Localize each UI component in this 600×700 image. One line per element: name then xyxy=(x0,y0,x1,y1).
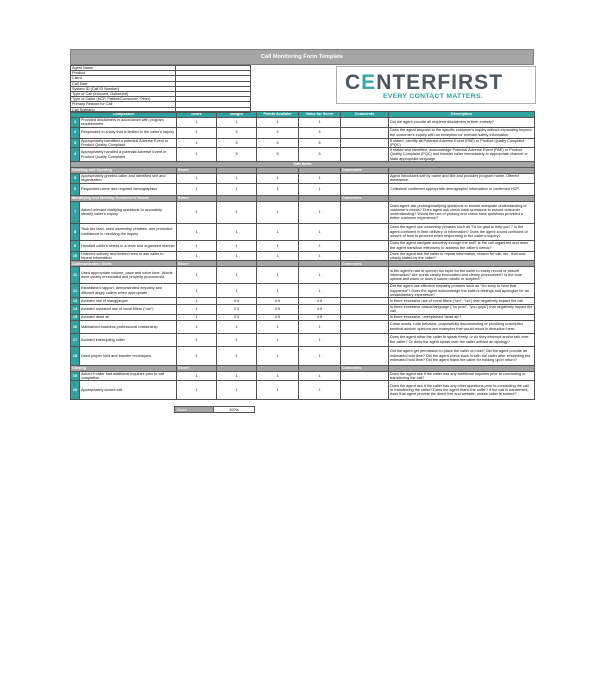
value-cell: 4 xyxy=(299,127,341,138)
info-row xyxy=(71,107,251,112)
weight-cell: 1 xyxy=(217,201,257,223)
logo-tagline: EVERY CONTACT MATTERS. xyxy=(383,93,483,100)
value-cell: 1 xyxy=(299,333,341,346)
score-cell[interactable]: 1 xyxy=(177,240,217,251)
centerfirst-logo xyxy=(336,66,536,104)
item-number: 11 xyxy=(71,267,80,284)
logo-wordmark: CENTERFIRST xyxy=(345,71,504,94)
weight-cell: 0.5 xyxy=(217,305,257,315)
info-label: Primary Reason for Call xyxy=(71,102,176,107)
section-title: Greeting and Opening xyxy=(71,168,177,174)
weight-cell: 1 xyxy=(217,267,257,284)
value-cell: 1 xyxy=(299,320,341,333)
item-criterion: Used proper hold and transfer techniques xyxy=(80,346,177,365)
item-number: 10 xyxy=(71,251,80,261)
weight-cell: 5 xyxy=(217,138,257,148)
item-criterion: Responded in a way that is limited to the caller's inquiry xyxy=(80,127,177,138)
item-number: 8 xyxy=(71,223,80,240)
item-criterion: Avoided repeated use of vocal fillers ("um") xyxy=(80,305,177,315)
comments-cell[interactable] xyxy=(341,148,389,162)
item-number: 13 xyxy=(71,298,80,305)
item-number: 18 xyxy=(71,346,80,365)
weight-cell: 5 xyxy=(217,148,257,162)
value-cell: 1 xyxy=(299,201,341,223)
info-label: Type of Call (Inbound, Outbound) xyxy=(71,92,176,97)
description-cell: Is there excessive, unexplained 'dead air'? xyxy=(389,314,535,320)
header-comments: Comments xyxy=(341,112,389,118)
table-row xyxy=(71,223,535,240)
points-cell: 5 xyxy=(257,148,299,162)
points-cell: 4 xyxy=(257,127,299,138)
weight-cell: 1 xyxy=(217,174,257,184)
description-cell: Does the agent use ownership phrases such as "I'd be glad to help you"? Is the agent confident in their delivery of information? Does the agent sound confused or unsure of how to proceed when responding to the caller's inquiry? xyxy=(389,223,535,240)
table-row xyxy=(71,148,535,162)
description-cell: Does the agent ask the caller to repeat information, reason for call, etc., that was clearly stated by the caller? xyxy=(389,251,535,261)
score-cell[interactable]: 1 xyxy=(177,201,217,223)
weight-cell: 1 xyxy=(217,240,257,251)
section-header-score: Score xyxy=(177,261,217,267)
description-cell: Is there excessive casual language ("no prob", "you guys") that negatively impact the call xyxy=(389,305,535,315)
item-criterion: Asked relevant clarifying questions to accurately identify caller's inquiry xyxy=(80,201,177,223)
weight-cell: 1 xyxy=(217,223,257,240)
info-label: Agent Name xyxy=(71,66,176,71)
item-number: 14 xyxy=(71,305,80,315)
points-cell: 0.5 xyxy=(257,298,299,305)
item-number: 1 xyxy=(71,118,80,128)
weight-cell: 1 xyxy=(217,320,257,333)
value-cell: 1 xyxy=(299,223,341,240)
item-criterion: Handled caller's needs in a clear and organized manner xyxy=(80,240,177,251)
points-cell: 1 xyxy=(257,333,299,346)
item-number: 7 xyxy=(71,201,80,223)
description-cell: Does the agent navigate smoothly through the call? Is the call organized and does the agent transition effectively to address the caller's needs? xyxy=(389,240,535,251)
score-cell[interactable]: 1 xyxy=(177,183,217,195)
item-criterion: Established rapport, demonstrated empathy and diffused angry callers when appropriate xyxy=(80,284,177,298)
weight-cell: 1 xyxy=(217,381,257,400)
score-cell[interactable]: 1 xyxy=(177,314,217,320)
info-value-field[interactable] xyxy=(176,107,251,112)
item-criterion: Listened actively and limited need to ask caller to repeat information xyxy=(80,251,177,261)
item-criterion: Asked if caller had additional inquiries prior to call completion xyxy=(80,371,177,381)
section-header-score: Score xyxy=(177,365,217,371)
value-cell: 5 xyxy=(299,148,341,162)
info-label: Client xyxy=(71,76,176,81)
score-cell[interactable]: 1 xyxy=(177,251,217,261)
info-label: Product xyxy=(71,71,176,76)
value-cell: 1 xyxy=(299,251,341,261)
score-cell[interactable]: 1 xyxy=(177,320,217,333)
item-number: 5 xyxy=(71,174,80,184)
score-cell[interactable]: 1 xyxy=(177,346,217,365)
points-cell: 0.5 xyxy=(257,314,299,320)
description-cell: Does the agent ask if the caller has any additional inquiries prior to concluding or transferring the call? xyxy=(389,371,535,381)
info-label: System ID (Call ID Number) xyxy=(71,86,176,91)
item-criterion: Requested name and required demographics xyxy=(80,183,177,195)
section-title: Identifying and Meeting Customer's Needs xyxy=(71,195,177,201)
description-cell: Collected/ confirmed appropriate demographic information or confirmed HCP. xyxy=(389,183,535,195)
item-criterion: Used appropriate volume, pace and voice tone. Words were clearly enunciated and properly pronounced. xyxy=(80,267,177,284)
weight-cell: 0.5 xyxy=(217,314,257,320)
section-header-comments: Comments xyxy=(341,261,389,267)
points-cell: 1 xyxy=(257,201,299,223)
weight-cell: 0.5 xyxy=(217,298,257,305)
item-number: 12 xyxy=(71,284,80,298)
score-cell[interactable]: 1 xyxy=(177,371,217,381)
item-number: 19 xyxy=(71,371,80,381)
comments-cell[interactable] xyxy=(341,223,389,240)
table-row xyxy=(71,346,535,365)
score-cell[interactable]: 1 xyxy=(177,298,217,305)
points-cell: 1 xyxy=(257,371,299,381)
score-cell[interactable]: 1 xyxy=(177,333,217,346)
score-cell[interactable]: 1 xyxy=(177,127,217,138)
points-cell: 1 xyxy=(257,267,299,284)
comments-cell[interactable] xyxy=(341,305,389,315)
item-criterion: Appropriately greeted caller and identified self and organization xyxy=(80,174,177,184)
item-criterion: Appropriately closed call xyxy=(80,381,177,400)
comments-cell[interactable] xyxy=(341,333,389,346)
comments-cell[interactable] xyxy=(341,240,389,251)
table-row xyxy=(71,251,535,261)
item-number: 9 xyxy=(71,240,80,251)
value-cell: 1 xyxy=(299,346,341,365)
comments-cell[interactable] xyxy=(341,371,389,381)
call-monitoring-form xyxy=(70,49,534,413)
value-cell: 0.5 xyxy=(299,298,341,305)
weight-cell: 1 xyxy=(217,284,257,298)
table-row xyxy=(71,138,535,148)
call-info-table xyxy=(70,65,251,113)
item-number: 17 xyxy=(71,333,80,346)
item-number: 2 xyxy=(71,127,80,138)
item-criterion: Took the lead, used ownership phrases, and promoted confidence in resolving the inquiry xyxy=(80,223,177,240)
points-cell: 1 xyxy=(257,174,299,184)
header-area xyxy=(70,65,534,111)
points-cell: 1 xyxy=(257,284,299,298)
points-cell: 1 xyxy=(257,251,299,261)
table-row xyxy=(71,240,535,251)
comments-cell[interactable] xyxy=(341,183,389,195)
item-criterion: Appropriately handled a potential Adverse Event or Product Quality Complaint xyxy=(80,148,177,162)
form-title: Call Monitoring Form Template xyxy=(70,49,534,65)
points-cell: 1 xyxy=(257,346,299,365)
value-cell: 1 xyxy=(299,174,341,184)
comments-cell[interactable] xyxy=(341,251,389,261)
value-cell: 0.5 xyxy=(299,314,341,320)
description-cell: If stated, identify all Potential Adverse Event (PAE) or Product Quality Complaint (PQC) xyxy=(389,138,535,148)
value-cell: 0.5 xyxy=(299,305,341,315)
table-row xyxy=(71,267,535,284)
value-cell: 1 xyxy=(299,183,341,195)
item-number: 3 xyxy=(71,138,80,148)
comments-cell[interactable] xyxy=(341,298,389,305)
item-number: 20 xyxy=(71,381,80,400)
description-cell: Curse words, rude behavior, purposefully disconnecting or providing unscripted medical advice/ opinions are examples that would result in deduction here. xyxy=(389,320,535,333)
score-cell[interactable]: 1 xyxy=(177,118,217,128)
score-cell[interactable]: 1 xyxy=(177,284,217,298)
points-cell: 5 xyxy=(257,138,299,148)
value-cell: 1 xyxy=(299,284,341,298)
comments-cell[interactable] xyxy=(341,381,389,400)
item-criterion: Avoided interrupting caller xyxy=(80,333,177,346)
table-row xyxy=(71,381,535,400)
weight-cell: 1 xyxy=(217,118,257,128)
description-cell: Is there excessive use of vocal fillers ("um", "uh") that negatively impact the call xyxy=(389,298,535,305)
weight-cell: 4 xyxy=(217,127,257,138)
description-cell: If stated and identified, acknowledge Potential Adverse Event (PAE) or Product Quality Complaint (PQC) and transfer caller immediately to appropriate channel or state appropriate language xyxy=(389,148,535,162)
table-row xyxy=(71,183,535,195)
header-compliance: Compliance xyxy=(71,112,177,118)
table-row xyxy=(71,118,535,128)
comments-cell[interactable] xyxy=(341,267,389,284)
section-header-comments: Comments xyxy=(341,365,389,371)
weight-cell: 1 xyxy=(217,346,257,365)
comments-cell[interactable] xyxy=(341,284,389,298)
value-cell: 1 xyxy=(299,240,341,251)
description-cell: Does agent ask probing/clarifying questions to ensure adequate understanding of customer's needs? Does agent ask check back questions to ensure customer understanding? Would the use of probing and check back questions provided a better customer experience? xyxy=(389,201,535,223)
header-value: Value for Score xyxy=(299,112,341,118)
section-title: Communication Skills xyxy=(71,261,177,267)
score-summary-value: 100% xyxy=(214,407,255,413)
section-title: Soft Skills xyxy=(71,162,535,168)
comments-cell[interactable] xyxy=(341,201,389,223)
table-row xyxy=(71,305,535,315)
section-header-score: Score xyxy=(177,195,217,201)
comments-cell[interactable] xyxy=(341,127,389,138)
description-cell: Does the agent respond to the specific customer's inquiry without expanding beyond the customer's inquiry with an exception for relevant safety information. xyxy=(389,127,535,138)
points-cell: 1 xyxy=(257,118,299,128)
score-summary-label: Score xyxy=(175,407,214,413)
score-cell[interactable]: 1 xyxy=(177,174,217,184)
score-summary xyxy=(174,406,255,413)
item-number: 16 xyxy=(71,320,80,333)
comments-cell[interactable] xyxy=(341,346,389,365)
description-cell: Agent introduces self by name and title and provides program name. Offered assistance. xyxy=(389,174,535,184)
value-cell: 5 xyxy=(299,138,341,148)
table-row xyxy=(71,371,535,381)
evaluation-table xyxy=(70,111,535,400)
points-cell: 1 xyxy=(257,223,299,240)
score-cell[interactable]: 1 xyxy=(177,223,217,240)
header-description: Description xyxy=(389,112,535,118)
header-score: Score xyxy=(177,112,217,118)
value-cell: 1 xyxy=(299,371,341,381)
description-cell: Did the agent provide all required disclaimers in their entirety? xyxy=(389,118,535,128)
table-row xyxy=(71,127,535,138)
description-cell: Does the agent ask if the caller has any other questions prior to concluding the call or transferring the caller? Does the agent thank the caller? If the call is transferred, does that agent provide the direct line and website, unless caller is rushed? xyxy=(389,381,535,400)
description-cell: Is the agent's rate of speech too rapid for the caller to easily record or absorb information? Are words clearly enunciated and clearly pronounced? Is the tone upbeat and warm or does it sound robotic or scripted? xyxy=(389,267,535,284)
item-criterion: Provided disclaimers in accordance with program requirements xyxy=(80,118,177,128)
value-cell: 1 xyxy=(299,381,341,400)
info-label: Type of Caller (HCP, Patient/Consumer, Other) xyxy=(71,97,176,102)
item-number: 4 xyxy=(71,148,80,162)
score-cell[interactable]: 1 xyxy=(177,138,217,148)
item-criterion: Appropriately identified a potential Adverse Event or Product Quality Complaint xyxy=(80,138,177,148)
info-label: Call Scenario xyxy=(71,107,176,112)
table-row xyxy=(71,284,535,298)
header-points: Points Availabe xyxy=(257,112,299,118)
description-cell: Does the agent allow the caller to speak freely, or do they interrupt and/or talk over the caller? Or does the agent speak over the caller without an apology? xyxy=(389,333,535,346)
comments-cell[interactable] xyxy=(341,138,389,148)
score-cell[interactable]: 1 xyxy=(177,267,217,284)
table-row xyxy=(71,333,535,346)
weight-cell: 1 xyxy=(217,251,257,261)
score-cell[interactable]: 1 xyxy=(177,305,217,315)
weight-cell: 1 xyxy=(217,371,257,381)
item-number: 15 xyxy=(71,314,80,320)
points-cell: 1 xyxy=(257,240,299,251)
comments-cell[interactable] xyxy=(341,118,389,128)
item-criterion: Avoided dead air xyxy=(80,314,177,320)
description-cell: Did the agent use effective empathy phrases such as "I'm sorry to hear that happened"? Does the agent acknowledge the caller's feelings and apologize for an unsatisfactory experience? xyxy=(389,284,535,298)
points-cell: 1 xyxy=(257,381,299,400)
table-row xyxy=(71,320,535,333)
table-row xyxy=(71,201,535,223)
item-criterion: Maintained business professional relationship xyxy=(80,320,177,333)
score-cell[interactable]: 1 xyxy=(177,148,217,162)
section-header-score: Score xyxy=(177,168,217,174)
section-title: Closing xyxy=(71,365,177,371)
points-cell: 1 xyxy=(257,320,299,333)
section-header-comments: Comments xyxy=(341,168,389,174)
comments-cell[interactable] xyxy=(341,320,389,333)
header-weight: Weight xyxy=(217,112,257,118)
info-label: Call Date xyxy=(71,81,176,86)
weight-cell: 1 xyxy=(217,333,257,346)
value-cell: 1 xyxy=(299,267,341,284)
item-criterion: Avoided use of slang/jargon xyxy=(80,298,177,305)
description-cell: Did the agent get permission to place the caller on hold? Did the agent provide an estimated hold time? Did the agent check back in with the caller after exceeding the estimated hold time? Did the agent thank the caller for holding upon return? xyxy=(389,346,535,365)
points-cell: 1 xyxy=(257,183,299,195)
section-header-comments: Comments xyxy=(341,195,389,201)
points-cell: 0.5 xyxy=(257,305,299,315)
weight-cell: 1 xyxy=(217,183,257,195)
table-row xyxy=(71,298,535,305)
table-row xyxy=(71,174,535,184)
score-cell[interactable]: 1 xyxy=(177,381,217,400)
value-cell: 1 xyxy=(299,118,341,128)
item-number: 6 xyxy=(71,183,80,195)
comments-cell[interactable] xyxy=(341,174,389,184)
